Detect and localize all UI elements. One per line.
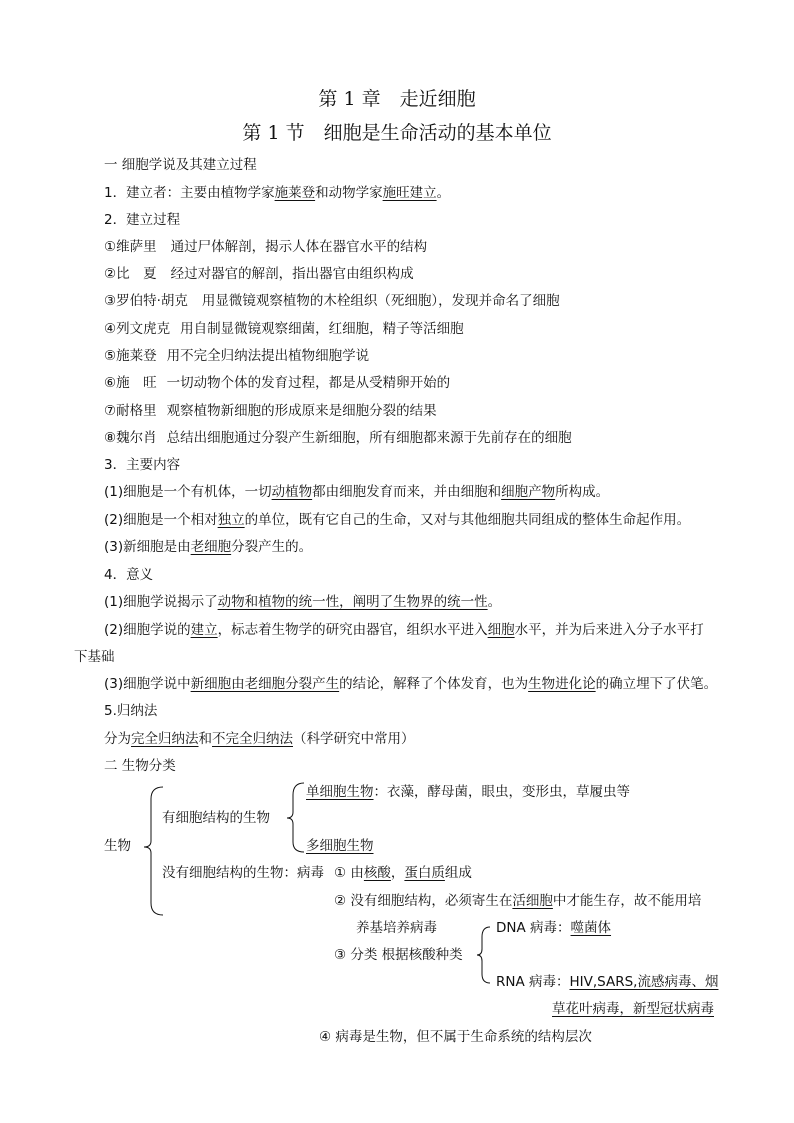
key-term: 噬菌体 (570, 920, 612, 936)
text: (1)细胞是一个有机体，一切 (104, 484, 272, 500)
text: (3)细胞学说中 (104, 676, 191, 692)
text: (1)细胞学说揭示了 (104, 594, 218, 610)
text: (2)细胞学说的 (104, 622, 191, 638)
text: 和动物学家 (315, 185, 383, 201)
chapter-title: 第 1 章 走近细胞 (318, 88, 476, 110)
section-title: 第 1 节 细胞是生命活动的基本单位 (242, 122, 552, 144)
scientist-name: ③罗伯特·胡克 (104, 293, 188, 309)
discovery: 总结出细胞通过分裂产生新细胞，所有细胞都来源于先前存在的细胞 (166, 430, 572, 446)
text: 和 (198, 731, 212, 747)
text: ， (390, 865, 405, 881)
brace-nucleic-acid (477, 927, 490, 983)
text: 分裂产生的。 (231, 539, 313, 555)
text: 组成 (444, 865, 472, 881)
text: 的单位，既有它自己的生命，又对与其他细胞共同组成的整体生命起作用。 (244, 512, 691, 528)
discovery: 一切动物个体的发育过程，都是从受精卵开始的 (166, 375, 451, 391)
meaning-heading: 4．意义 (104, 567, 154, 583)
scientist-name: ①维萨里 (104, 239, 157, 255)
text: （科学研究中常用） (293, 731, 415, 747)
discovery: 用显微镜观察植物的木栓组织（死细胞），发现并命名了细胞 (201, 293, 560, 309)
text: 。 (487, 594, 502, 610)
key-term: 细胞 (487, 622, 515, 638)
virus-point-1 (334, 863, 472, 883)
discovery: 用不完全归纳法提出植物细胞学说 (166, 348, 370, 364)
text: ：衣藻，酵母菌，眼虫，变形虫，草履虫等 (373, 784, 630, 800)
key-term: 单细胞生物 (306, 784, 374, 800)
process-heading: 2．建立过程 (104, 212, 181, 228)
multicellular-organisms: 多细胞生物 (306, 838, 374, 854)
dna-virus-line (496, 918, 611, 938)
text: RNA 病毒： (496, 974, 570, 990)
discovery: 通过尸体解剖，揭示人体在器官水平的结构 (170, 239, 428, 255)
scientist-name: ⑥施 旺 (104, 375, 157, 391)
text: (2)细胞是一个相对 (104, 512, 218, 528)
brace-main (144, 787, 163, 915)
text: ，标志着生物学的研究由器官，组织水平进入 (217, 622, 488, 638)
key-term: 生物进化论 (528, 676, 596, 692)
key-term: 活细胞 (512, 893, 553, 909)
discovery: 用自制显微镜观察细菌，红细胞，精子等活细胞 (180, 321, 464, 337)
virus-point-3: ③ 分类 根据核酸种类 (334, 947, 463, 963)
part2-heading: 二 生物分类 (104, 758, 176, 774)
text: ② 没有细胞结构，必须寄生在 (334, 893, 513, 909)
key-term: 核酸 (363, 865, 391, 881)
text: 水平，并为后来进入分子水平打 (514, 622, 704, 638)
key-term: HIV,SARS,流感病毒、烟 (569, 974, 719, 990)
virus-point-2-cont: 养基培养病毒 (356, 920, 437, 936)
text: (3)新细胞是由 (104, 539, 191, 555)
key-term: 老细胞 (190, 539, 232, 555)
virus-point-2 (334, 891, 701, 911)
key-term: 细胞产物 (501, 484, 556, 500)
text: 分为 (104, 731, 131, 747)
text: DNA 病毒： (496, 920, 571, 936)
schwann-term: 施旺建立 (382, 185, 437, 201)
scientist-name: ⑦耐格里 (104, 403, 157, 419)
scientist-name: ②比 夏 (104, 266, 157, 282)
unicellular-line (306, 782, 630, 802)
induction-heading: 5.归纳法 (104, 703, 158, 719)
brace-cellular (287, 783, 304, 852)
taxonomy-root: 生物 (104, 838, 131, 854)
scientist-name: ⑤施莱登 (104, 348, 157, 364)
text: 中才能生存，故不能用培 (552, 893, 702, 909)
key-term: 新细胞由老细胞分裂产生 (190, 676, 340, 692)
text: 的结论，解释了个体发育，也为 (339, 676, 529, 692)
key-term: 不完全归纳法 (212, 731, 293, 747)
key-term: 完全归纳法 (131, 731, 199, 747)
text: ① 由 (334, 865, 364, 881)
key-term: 独立 (217, 512, 245, 528)
scientist-name: ⑧魏尔肖 (104, 430, 157, 446)
text: 所构成。 (555, 484, 610, 500)
schleiden-term: 施莱登 (274, 185, 316, 201)
part1-heading: 一 细胞学说及其建立过程 (104, 157, 257, 173)
text: 的确立埋下了伏笔。 (595, 676, 718, 692)
rna-virus-line (496, 972, 718, 992)
text: 。 (436, 185, 451, 201)
key-term: 蛋白质 (404, 865, 445, 881)
scientist-name: ④列文虎克 (104, 321, 171, 337)
discovery: 经过对器官的解剖，指出器官由组织构成 (170, 266, 414, 282)
content-heading: 3．主要内容 (104, 457, 181, 473)
key-term: 动物和植物的统一性，阐明了生物界的统一性 (217, 594, 488, 610)
rna-virus-examples-cont: 草花叶病毒，新型冠状病毒 (552, 1001, 714, 1017)
text: 都由细胞发育而来，并由细胞和 (312, 484, 502, 500)
noncellular-organisms: 没有细胞结构的生物：病毒 (162, 865, 324, 881)
text: 1．建立者：主要由植物学家 (104, 185, 275, 201)
discovery: 观察植物新细胞的形成原来是细胞分裂的结果 (166, 403, 437, 419)
key-term: 动植物 (271, 484, 313, 500)
cellular-organisms: 有细胞结构的生物 (162, 810, 270, 826)
virus-point-4: ④ 病毒是生物，但不属于生命系统的结构层次 (319, 1029, 592, 1045)
meaning-line-2-cont: 下基础 (74, 649, 115, 665)
key-term: 建立 (190, 622, 218, 638)
